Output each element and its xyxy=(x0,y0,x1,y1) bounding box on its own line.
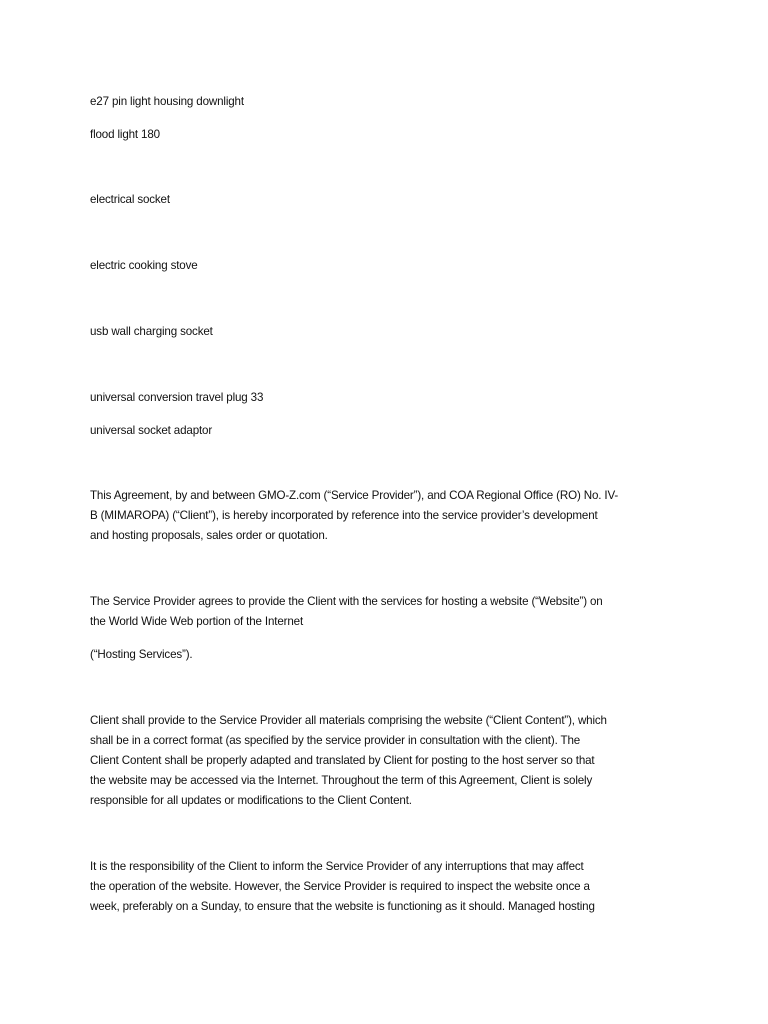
services-paragraph-line: the World Wide Web portion of the Internet xyxy=(90,615,304,628)
client-content-paragraph-line: Client Content shall be properly adapted and translated by Client for posting to the host server so that xyxy=(90,754,595,767)
product-line: electric cooking stove xyxy=(90,259,198,272)
agreement-paragraph-line: B (MIMAROPA) (“Client”), is hereby incorporated by reference into the service provider’s development xyxy=(90,509,598,522)
product-line: flood light 180 xyxy=(90,128,160,141)
agreement-paragraph-line: This Agreement, by and between GMO-Z.com (“Service Provider”), and COA Regional Office (RO) No. IV- xyxy=(90,489,619,502)
product-line: e27 pin light housing downlight xyxy=(90,95,244,108)
client-content-paragraph-line: shall be in a correct format (as specified by the service provider in consultation with the client). The xyxy=(90,734,581,747)
agreement-paragraph-line: and hosting proposals, sales order or quotation. xyxy=(90,529,328,542)
services-paragraph-line: The Service Provider agrees to provide the Client with the services for hosting a website (“Website”) on xyxy=(90,595,603,608)
responsibility-paragraph-line: It is the responsibility of the Client to inform the Service Provider of any interruptions that may affect xyxy=(90,860,584,873)
responsibility-paragraph-line: the operation of the website. However, the Service Provider is required to inspect the website once a xyxy=(90,880,590,893)
product-line: universal socket adaptor xyxy=(90,424,213,437)
product-line: universal conversion travel plug 33 xyxy=(90,391,264,404)
hosting-services-line: (“Hosting Services”). xyxy=(90,648,193,661)
client-content-paragraph-line: responsible for all updates or modifications to the Client Content. xyxy=(90,794,412,807)
client-content-paragraph-line: Client shall provide to the Service Provider all materials comprising the website (“Client Content”), which xyxy=(90,714,607,727)
product-line: usb wall charging socket xyxy=(90,325,213,338)
product-line: electrical socket xyxy=(90,193,170,206)
responsibility-paragraph-line: week, preferably on a Sunday, to ensure that the website is functioning as it should. Managed hosting xyxy=(90,900,595,913)
client-content-paragraph-line: the website may be accessed via the Internet. Throughout the term of this Agreement, Client is solely xyxy=(90,774,593,787)
